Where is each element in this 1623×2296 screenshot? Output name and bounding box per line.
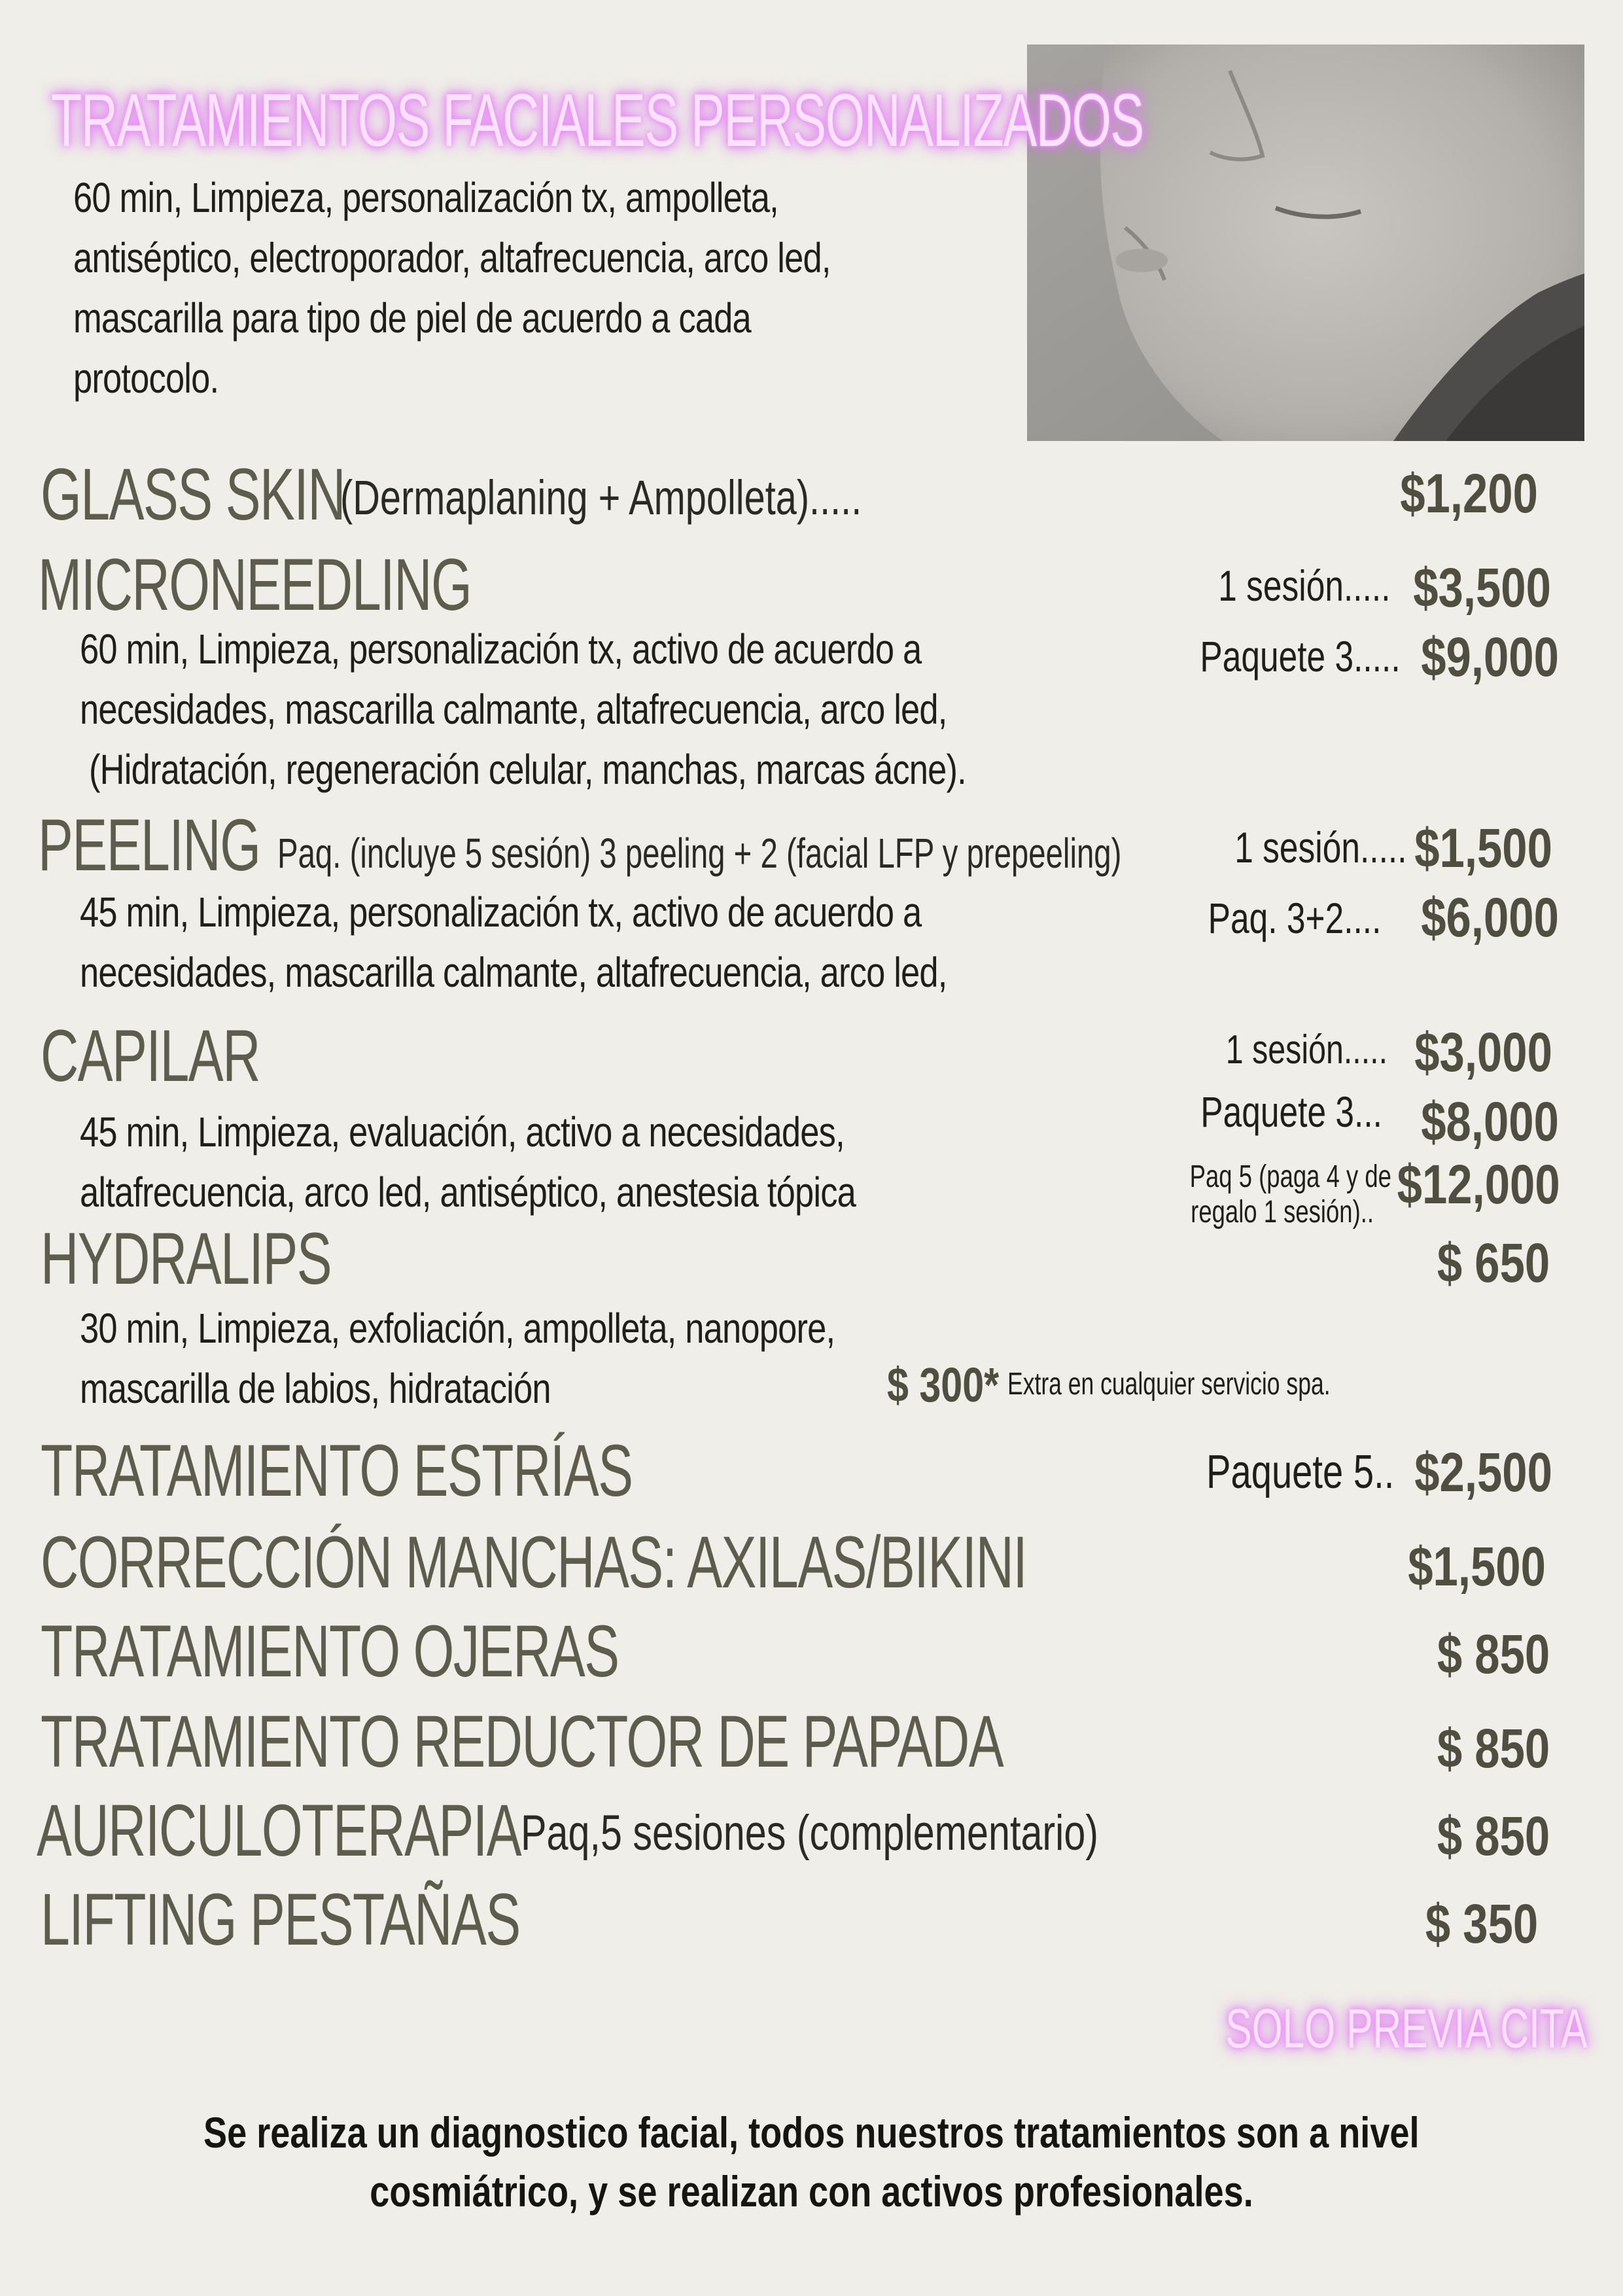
peeling-option-2-label: Paq. 3+2....	[1208, 894, 1381, 942]
capilar-option-3-label: Paq 5 (paga 4 y de regalo 1 sesión)..	[1189, 1159, 1391, 1229]
microneedling-description: 60 min, Limpieza, personalización tx, activo de acuerdo a necesidades, mascarilla calmante, altafrecuencia, arco led, (Hidratación, regeneración celular, manchas, marcas ácne).	[80, 626, 966, 793]
papada-price: $ 850	[1437, 1718, 1550, 1779]
header-title: TRATAMIENTOS FACIALES PERSONALIZADOS	[51, 79, 1143, 162]
peeling-detail: Paq. (incluye 5 sesión) 3 peeling + 2 (facial LFP y prepeeling)	[277, 830, 1122, 877]
auriculoterapia-price: $ 850	[1437, 1805, 1550, 1867]
microneedling-option-1-label: 1 sesión.....	[1218, 561, 1391, 610]
peeling-option-1-label: 1 sesión.....	[1234, 823, 1407, 872]
ojeras-price: $ 850	[1437, 1623, 1550, 1685]
auriculoterapia-detail: Paq,5 sesiones (complementario)	[521, 1805, 1099, 1861]
peeling-title: PEELING	[38, 804, 260, 886]
peeling-option-2-price: $6,000	[1421, 887, 1559, 948]
capilar-option-2-label: Paquete 3...	[1200, 1087, 1382, 1136]
estrias-label: Paquete 5..	[1206, 1446, 1394, 1498]
hydralips-extra-price: $ 300*	[887, 1358, 1000, 1412]
glass-skin-detail: (Dermaplaning + Ampolleta).....	[340, 470, 862, 525]
microneedling-option-1-price: $3,500	[1413, 557, 1551, 618]
capilar-option-1-price: $3,000	[1414, 1021, 1552, 1083]
header-description: 60 min, Limpieza, personalización tx, ampolleta, antiséptico, electroporador, altafrecuencia, arco led, mascarilla para tipo de piel de acuerdo a cada protocolo.	[73, 174, 831, 402]
hydralips-price: $ 650	[1437, 1232, 1550, 1294]
hydralips-title: HYDRALIPS	[41, 1218, 332, 1299]
ojeras-title: TRATAMIENTO OJERAS	[41, 1610, 619, 1692]
footer-note: Se realiza un diagnostico facial, todos nuestros tratamientos son a nivel cosmiátrico, y se realizan con activos profesionales.	[203, 2108, 1420, 2216]
pestanas-price: $ 350	[1425, 1893, 1538, 1954]
papada-title: TRATAMIENTO REDUCTOR DE PAPADA	[41, 1701, 1003, 1782]
capilar-option-1-label: 1 sesión.....	[1225, 1027, 1387, 1072]
auriculoterapia-title: AURICULOTERAPIA	[37, 1790, 521, 1871]
pestanas-title: LIFTING PESTAÑAS	[41, 1879, 520, 1960]
microneedling-title: MICRONEEDLING	[38, 544, 472, 626]
capilar-title: CAPILAR	[41, 1015, 260, 1097]
estrias-title: TRATAMIENTO ESTRÍAS	[41, 1430, 633, 1511]
capilar-option-2-price: $8,000	[1421, 1091, 1559, 1152]
glass-skin-title: GLASS SKIN	[41, 453, 345, 535]
microneedling-option-2-label: Paquete 3.....	[1200, 632, 1401, 680]
manchas-title: CORRECCIÓN MANCHAS: AXILAS/BIKINI	[41, 1521, 1027, 1603]
capilar-description: 45 min, Limpieza, evaluación, activo a necesidades, altafrecuencia, arco led, antiséptico, anestesia tópica	[80, 1108, 856, 1216]
estrias-price: $2,500	[1414, 1441, 1552, 1503]
hydralips-extra-note: Extra en cualquier servicio spa.	[1007, 1367, 1331, 1402]
peeling-description: 45 min, Limpieza, personalización tx, activo de acuerdo a necesidades, mascarilla calmante, altafrecuencia, arco led,	[80, 889, 947, 996]
manchas-price: $1,500	[1408, 1536, 1546, 1597]
hydralips-description: 30 min, Limpieza, exfoliación, ampolleta, nanopore, mascarilla de labios, hidratación	[80, 1305, 835, 1412]
peeling-option-1-price: $1,500	[1414, 817, 1552, 879]
appointment-note: SOLO PREVIA CITA	[1225, 1998, 1588, 2059]
capilar-option-3-price: $12,000	[1397, 1154, 1560, 1215]
microneedling-option-2-price: $9,000	[1421, 626, 1559, 688]
glass-skin-price: $1,200	[1400, 463, 1538, 524]
